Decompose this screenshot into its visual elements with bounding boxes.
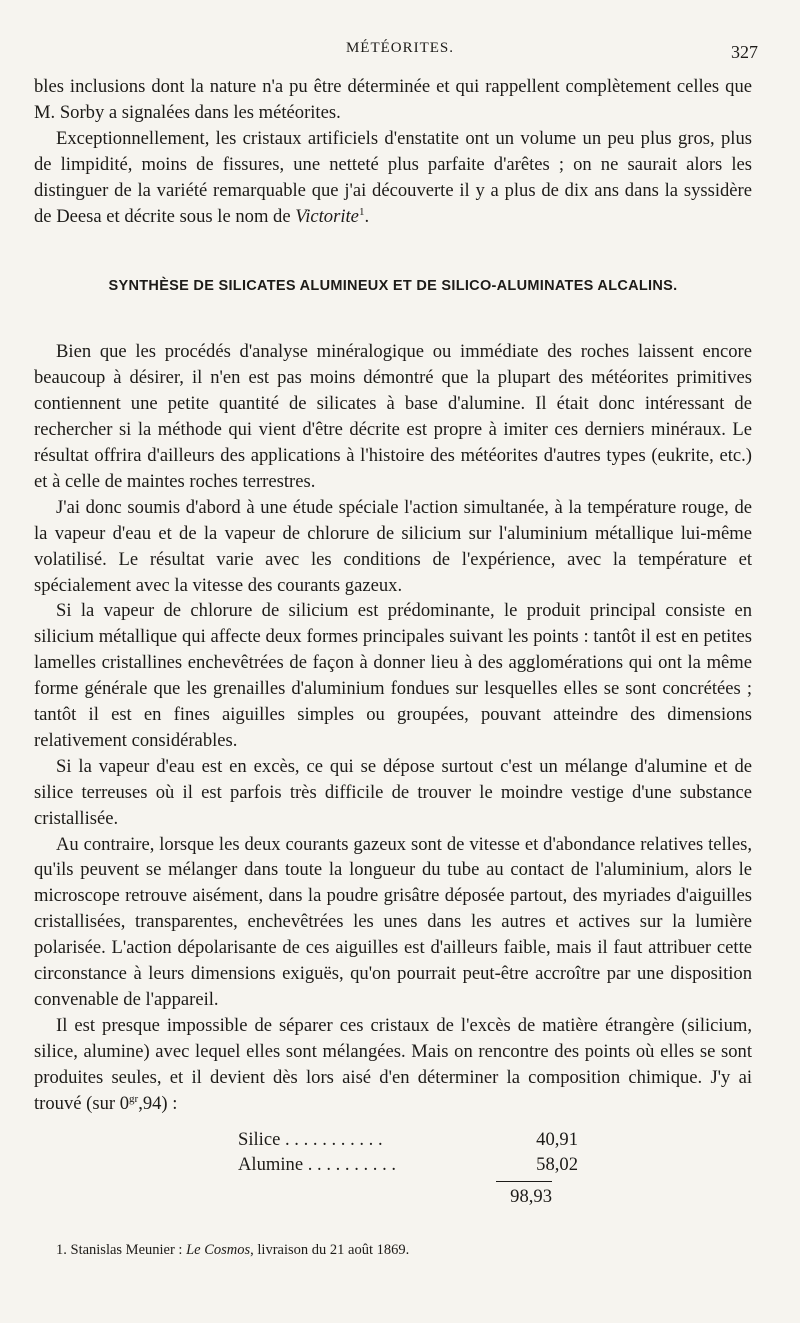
composition-row [238,1127,578,1152]
paragraph-continuation: bles inclusions dont la nature n'a pu être déterminée et qui rappellent complètement celles que M. Sorby a signalées dans les météorites. [34,76,752,123]
paragraph: Si la vapeur d'eau est en excès, ce qui se dépose surtout c'est un mélange d'alumine et de silice terreuses où il est parfois très difficile de trouver le moindre vestige d'une substance cristallisée. [34,755,752,829]
paragraph: J'ai donc soumis d'abord à une étude spéciale l'action simultanée, à la température rouge, de la vapeur d'eau et de la vapeur de chlorure de silicium sur l'aluminium métallique lui-même volatilisé. Le résultat varie avec les conditions de l'expérience, avec la température et spécialement avec la vitesse des courants gazeux. [34,496,752,596]
composition-value: 58,02 [536,1153,578,1175]
footnote-author: Stanislas Meunier : [70,1242,187,1258]
component-name: Silice [238,1128,281,1150]
paragraph-end: . [364,205,370,227]
paragraph: Bien que les procédés d'analyse minéralogique ou immédiate des roches laissent encore beaucoup à désirer, il n'en est pas moins démontré que la plupart des météorites primitives contiennent une petite quantité de silicates à base d'alumine. Il était donc intéressant de rechercher si la méthode qui vient d'être décrite est propre à imiter ces derniers minéraux. Le résultat offrira d'ailleurs des applications à l'histoire des météorites d'autres types (eukrite, etc.) et à celle de maintes roches terrestres. [34,341,752,492]
section-heading: SYNTHÈSE DE SILICATES ALUMINEUX ET DE SILICO-ALUMINATES ALCALINS. [108,278,678,295]
footnote-ref: 1 [358,205,365,218]
composition-label [238,1127,383,1152]
unit-gram: gr [129,1092,139,1105]
paragraph-end: ,94) : [138,1092,178,1114]
dot-leader: . . . . . . . . . . [303,1153,397,1175]
body-text [34,74,752,1210]
paragraph-text: Exceptionnellement, les cristaux artificiels d'enstatite ont un volume un peu plus gros, plus de limpidité, moins de fissures, une netteté plus parfaite d'arêtes ; on ne saurait alors les distinguer de la variété remarquable que j'ai découverte il y a plus de dix ans dans la syssidère de Deesa et décrite sous le nom de [34,127,752,227]
paragraph: Au contraire, lorsque les deux courants gazeux sont de vitesse et d'abondance relatives telles, qu'ils peuvent se mélanger dans toute la longueur du tube au contact de l'aluminium, alors le microscope retrouve aisément, dans la poudre grisâtre déposée partout, des myriades d'aiguilles cristallisées, transparentes, enchevêtrées les unes dans les autres et actives sur la lumière polarisée. L'action dépolarisante de ces aiguilles est d'ailleurs faible, mais il faut attribuer cette circonstance à leurs dimensions exiguës, qu'on pourrait peut-être accroître par une disposition convenable de l'appareil. [34,833,752,1010]
dot-leader: . . . . . . . . . . . [280,1128,383,1150]
footnote [56,1240,756,1260]
composition-row [238,1152,578,1177]
footnote-journal: Le Cosmos [186,1242,251,1258]
footnote-number: 1. [56,1242,67,1258]
footnote-rest: , livraison du 21 août 1869. [250,1242,410,1258]
paragraph-composition-intro [34,1013,752,1117]
composition-table [238,1127,578,1210]
composition-total: 98,93 [496,1181,552,1210]
running-title: MÉTÉORITES. [345,40,455,56]
page-header [0,40,800,66]
paragraph-victorite [34,126,752,230]
composition-value: 40,91 [536,1128,578,1150]
victorite-term: Victorite [295,205,359,227]
composition-label [238,1152,396,1177]
page-number: 327 [731,42,758,62]
component-name: Alumine [238,1153,304,1175]
paragraph: Si la vapeur de chlorure de silicium est prédominante, le produit principal consiste en silicium métallique qui affecte deux formes principales suivant les points : tantôt il est en petites lamelles cristallines enchevêtrées de façon à donner lieu à des agglomérations qui ont la même forme générale que les grenailles d'aluminium fondues sur lesquelles elles se sont concrétées ; tantôt il est en fines aiguilles simples ou groupées, pouvant atteindre des dimensions relativement considérables. [34,600,752,751]
paragraph-text: Il est presque impossible de séparer ces cristaux de l'excès de matière étrangère (silicium, silice, alumine) avec lequel elles sont mélangées. Mais on rencontre des points où elles se sont produites seules, et il devient dès lors aisé d'en déterminer la composition chimique. J'y ai trouvé (sur 0 [34,1014,752,1114]
